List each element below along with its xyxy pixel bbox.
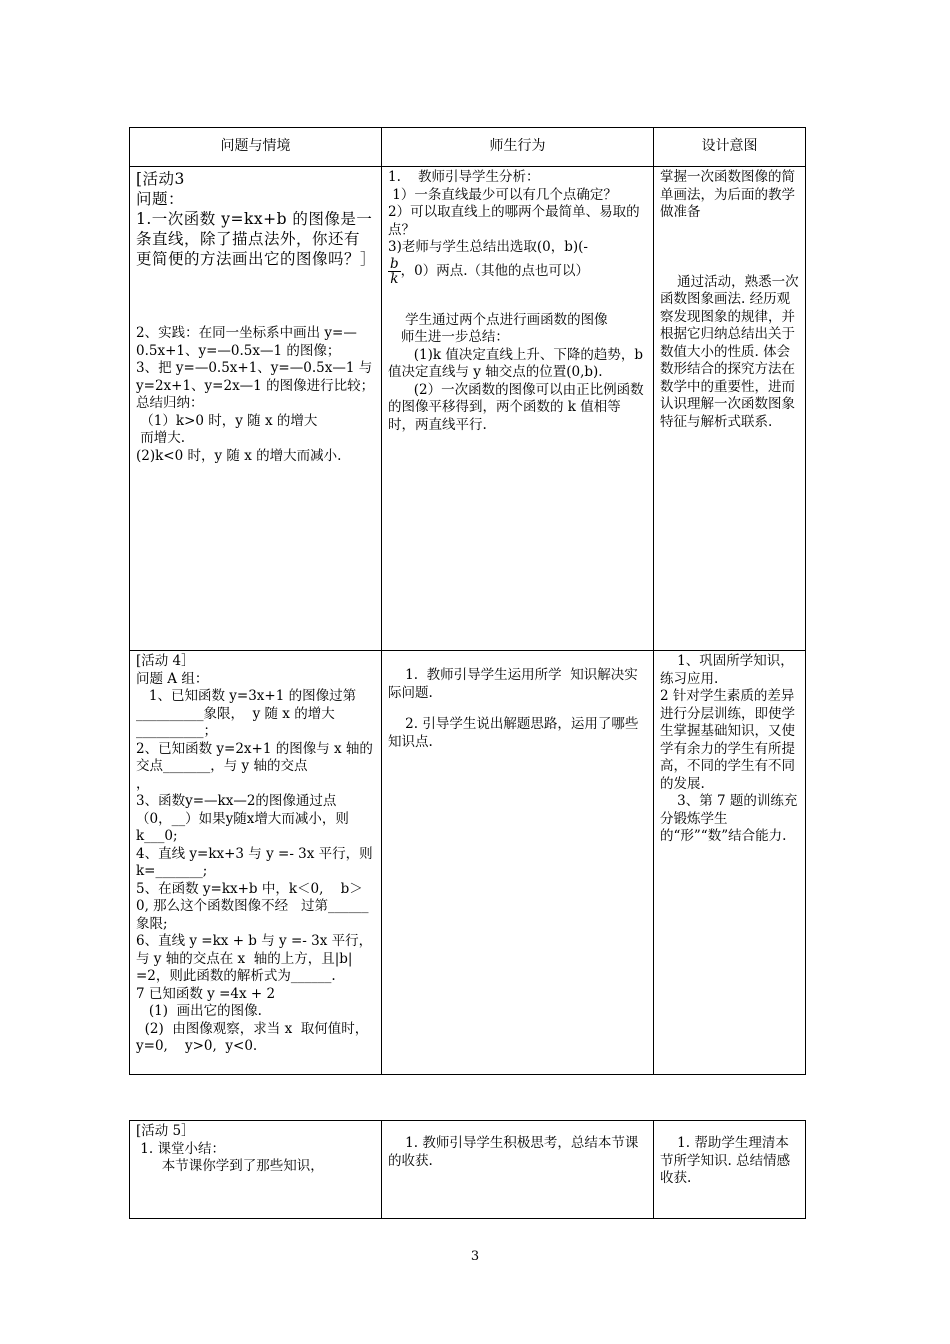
activity3-summary-2: (2)k<0 时，y 随 x 的增大而减小. bbox=[136, 447, 342, 464]
activity5-row bbox=[130, 1121, 806, 1219]
header-problem-situation: 问题与情境 bbox=[130, 128, 382, 167]
activity3-intent-2: 通过活动，熟悉一次函数图象画法. 经历观察发现图象的规律，并根据它归纳总结出关于数值大小的性质. 体会数形结合的探究方法在数学中的重要性，进而认识理解一次函数图象特征与解析式联系. bbox=[660, 273, 799, 430]
activity4-q7-2: (2) 由图像观察，求当 x 取何值时，y=0, y>0, y<0. bbox=[136, 1020, 369, 1054]
activity4-intent-cell bbox=[654, 651, 806, 1075]
activity4-q1: 1、已知函数 y=3x+1 的图像过第__________象限， y 随 x 的增大__________； bbox=[136, 688, 357, 739]
activity4-behavior-2: 2. 引导学生说出解题思路，运用了哪些知识点. bbox=[388, 716, 639, 750]
activity5-problem-cell bbox=[130, 1121, 382, 1219]
activity4-q5: 5、在函数 y=kx+b 中，k＜0, b＞0, 那么这个函数图像不经 过第______象限; bbox=[136, 880, 369, 932]
activity4-behavior-1: 1. 教师引导学生运用所学 知识解决实际问题. bbox=[388, 667, 638, 701]
table-header-row bbox=[130, 128, 806, 167]
activity3-summary-1b: 而增大. bbox=[136, 430, 186, 446]
activity3-practice-1: 2、实践：在同一坐标系中画出 y=—0.5x+1、y=—0.5x—1 的图像； bbox=[136, 325, 357, 359]
activity4-intent-3: 3、第 7 题的训练充分锻炼学生的“形”“数”结合能力. bbox=[660, 793, 798, 844]
activity5-question: 本节课你学到了那些知识， bbox=[136, 1158, 324, 1174]
activity4-q6: 6、直线 y =kx + b 与 y =- 3x 平行，与 y 轴的交点在 x 轴的上方，且|b| =2，则此函数的解析式为______. bbox=[136, 933, 373, 984]
activity4-behavior-cell bbox=[382, 651, 654, 1075]
activity5-title: [活动 5］ bbox=[136, 1123, 195, 1139]
activity3-row bbox=[130, 167, 806, 651]
activity3-behavior-cell bbox=[382, 167, 654, 651]
activity3-question: 1.一次函数 y=kx+b 的图像是一条直线，除了描点法外，你还有更简便的方法画出它的图像吗？］ bbox=[136, 210, 377, 268]
activity3-title: [活动3 bbox=[136, 170, 185, 188]
activity4-q3: 3、函数y=—kx—2的图像通过点 （0，__）如果y随x增大而减小，则k___0; bbox=[136, 793, 349, 844]
activity4-title: [活动 4］ bbox=[136, 653, 195, 669]
fraction-b-over-k: $\frac{b}{k}$ bbox=[390, 255, 399, 287]
activity3-draw: 学生通过两个点进行画函数的图像 bbox=[388, 311, 608, 328]
activity3-summary-1a: （1）k>0 时，y 随 x 的增大 bbox=[136, 412, 318, 429]
activity3-teacher-intro: 1. 教师引导学生分析： bbox=[388, 169, 540, 185]
activity3-problem-cell bbox=[130, 167, 382, 651]
activity4-q7: 7 已知函数 y =4x + 2 bbox=[136, 985, 276, 1002]
page-number: 3 bbox=[470, 1249, 480, 1264]
activity5-behavior-cell bbox=[382, 1121, 654, 1219]
activity5-table bbox=[129, 1120, 806, 1219]
activity3-further-summary: 师生进一步总结： bbox=[388, 329, 509, 345]
activity5-intent-cell bbox=[654, 1121, 806, 1219]
activity4-q2-tail: ， bbox=[136, 775, 150, 792]
activity3-summary-label: 总结归纳： bbox=[136, 395, 204, 411]
activity3-q2: 2）可以取直线上的哪两个最简单、易取的点？ bbox=[388, 204, 640, 238]
activity3-summary-k: (1)k 值决定直线上升、下降的趋势，b 值决定直线与 y 轴交点的位置(0,b). bbox=[388, 346, 648, 380]
activity4-intent-1: 1、巩固所学知识，练习应用. bbox=[660, 653, 794, 687]
activity4-row bbox=[130, 651, 806, 1075]
activity3-q3-fraction-line: $\frac{b}{k}$ ，0）两点.（其他的点也可以） bbox=[390, 255, 590, 287]
activity4-intent-2: 2 针对学生素质的差异进行分层训练，即使学生掌握基础知识，又使学有余力的学生有所提高，不同的学生有不同的发展. bbox=[660, 688, 795, 792]
activity5-summary-label: 1. 课堂小结： bbox=[136, 1140, 225, 1157]
activity5-behavior: 1. 教师引导学生积极思考，总结本节课的收获. bbox=[388, 1135, 639, 1169]
activity4-q2: 2、已知函数 y=2x+1 的图像与 x 轴的交点_______，与 y 轴的交点 bbox=[136, 740, 373, 774]
activity4-q7-1: (1) 画出它的图像. bbox=[136, 1003, 262, 1019]
activity4-group-a: 问题 A 组： bbox=[136, 670, 209, 687]
activity4-q4: 4、直线 y=kx+3 与 y =- 3x 平行，则 k=_______; bbox=[136, 845, 377, 879]
activity3-intent-cell bbox=[654, 167, 806, 651]
activity4-problem-cell bbox=[130, 651, 382, 1075]
activity3-q1: 1）一条直线最少可以有几个点确定？ bbox=[388, 186, 617, 203]
activity3-question-label: 问题： bbox=[136, 190, 185, 208]
header-design-intent: 设计意图 bbox=[654, 128, 806, 167]
activity5-intent: 1. 帮助学生理清本节所学知识. 总结情感收获. bbox=[660, 1135, 791, 1186]
activity3-summary-translate: (2）一次函数的图像可以由正比例函数的图像平移得到，两个函数的 k 值相等时，两直线平行. bbox=[388, 381, 644, 433]
activity3-practice-2: 3、把 y=—0.5x+1、y=—0.5x—1 与 y=2x+1、y=2x—1 的图像进行比较； bbox=[136, 360, 377, 394]
activity3-intent-1: 掌握一次函数图像的简单画法，为后面的教学做准备 bbox=[660, 169, 795, 220]
lesson-plan-table bbox=[129, 127, 806, 1075]
header-teacher-student-behavior: 师生行为 bbox=[382, 128, 654, 167]
activity3-q3: 3)老师与学生总结出选取(0，b)(- bbox=[388, 239, 588, 255]
